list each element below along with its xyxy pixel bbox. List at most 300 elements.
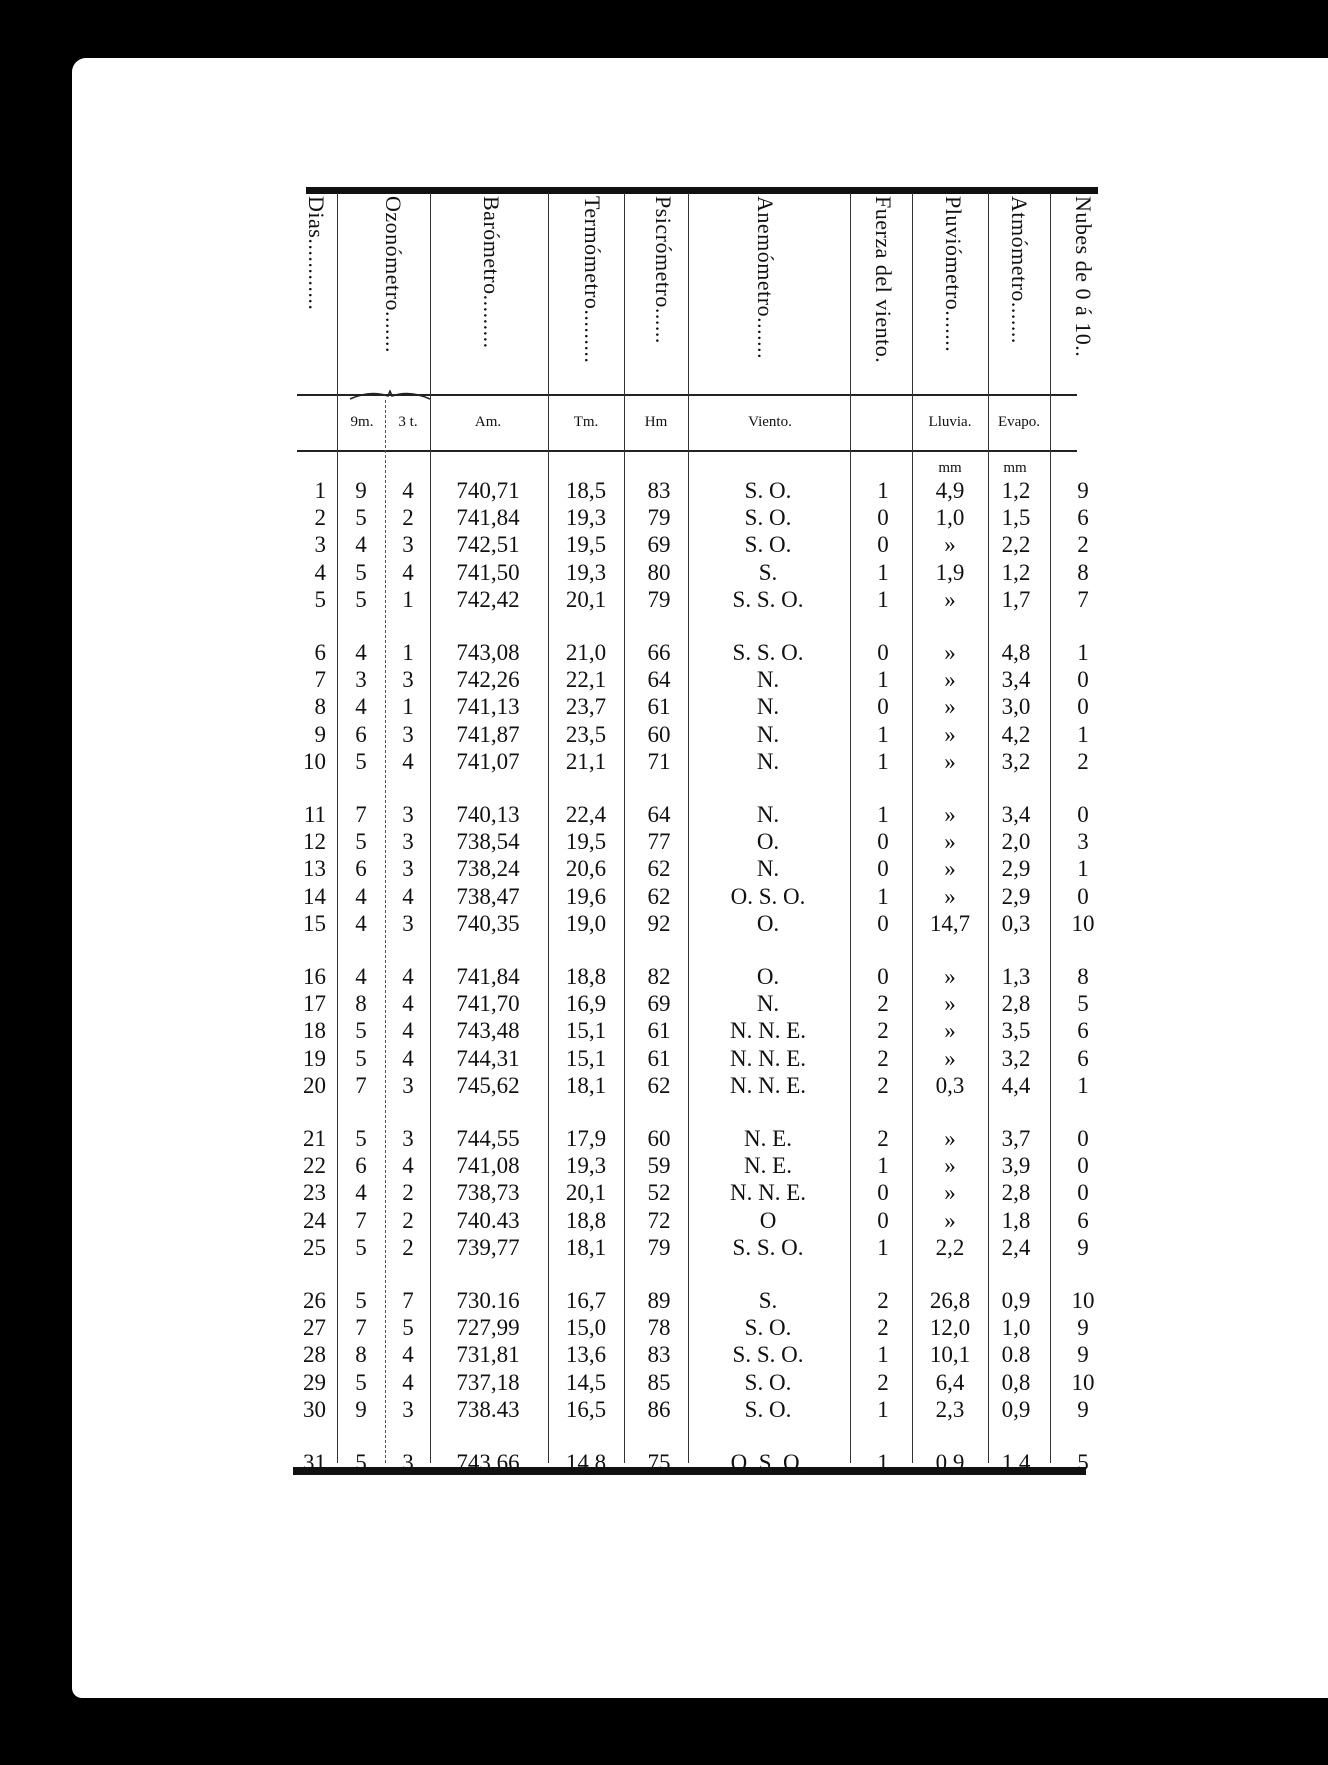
cell-nubes: 1: [1077, 721, 1089, 747]
cell-oz-3t: 3: [402, 667, 414, 693]
cell-psicrometro: 61: [647, 694, 671, 720]
cell-psicrometro: 77: [647, 829, 671, 855]
ozonometro-brace: [350, 390, 430, 400]
cell-termometro: 18,8: [565, 964, 607, 989]
cell-lluvia: »: [944, 586, 956, 612]
cell-barometro: 737,18: [456, 1369, 520, 1395]
cell-oz-9m: 9: [355, 478, 367, 503]
cell-nubes: 6: [1077, 1207, 1089, 1233]
cell-oz-9m: 8: [355, 1342, 367, 1368]
cell-nubes: 2: [1077, 532, 1089, 558]
cell-lluvia: »: [944, 667, 956, 693]
table-row: [0, 667, 1328, 694]
cell-nubes: 5: [1077, 1450, 1089, 1475]
cell-psicrometro: 61: [647, 1018, 671, 1044]
cell-dia: 18: [303, 1018, 326, 1044]
cell-barometro: 743,08: [456, 640, 520, 665]
cell-psicrometro: 83: [647, 1342, 671, 1368]
cell-psicrometro: 89: [647, 1288, 671, 1313]
subheader-psicro: Hm: [644, 414, 668, 430]
cell-viento: N. N. E.: [729, 1045, 807, 1071]
cell-oz-9m: 3: [355, 667, 367, 693]
table-row: [0, 505, 1328, 532]
cell-fuerza: 1: [877, 478, 889, 503]
cell-evapo: 2,2: [1001, 532, 1031, 558]
cell-oz-3t: 4: [402, 1045, 414, 1071]
cell-termometro: 20,1: [565, 1180, 607, 1206]
cell-dia: 30: [303, 1396, 326, 1422]
cell-viento: S. O.: [744, 478, 792, 503]
cell-barometro: 740,13: [456, 802, 520, 827]
cell-termometro: 19,3: [565, 559, 607, 585]
cell-psicrometro: 79: [647, 505, 671, 531]
cell-dia: 21: [303, 1126, 326, 1151]
cell-fuerza: 2: [877, 1369, 889, 1395]
cell-barometro: 738.43: [456, 1396, 520, 1422]
table-row: [0, 1153, 1328, 1180]
cell-viento: N. N. E.: [729, 1018, 807, 1044]
cell-oz-3t: 1: [402, 694, 414, 720]
cell-evapo: 0.8: [1001, 1342, 1031, 1368]
cell-termometro: 14,8: [565, 1450, 607, 1475]
cell-psicrometro: 72: [647, 1207, 671, 1233]
cell-termometro: 13,6: [565, 1342, 607, 1368]
cell-oz-9m: 4: [355, 883, 367, 909]
cell-fuerza: 1: [877, 883, 889, 909]
cell-oz-9m: 8: [355, 991, 367, 1017]
cell-oz-9m: 9: [355, 1396, 367, 1422]
cell-oz-3t: 4: [402, 559, 414, 585]
table-row: [0, 1208, 1328, 1235]
cell-lluvia: »: [944, 721, 956, 747]
table-row: [0, 532, 1328, 559]
table-row: [0, 587, 1328, 614]
cell-dia: 16: [303, 964, 326, 989]
cell-viento: S. O.: [744, 1396, 792, 1422]
cell-psicrometro: 62: [647, 1072, 671, 1098]
cell-fuerza: 0: [877, 829, 889, 855]
cell-barometro: 740.43: [456, 1207, 520, 1233]
cell-termometro: 20,6: [565, 856, 607, 882]
cell-barometro: 742,42: [456, 586, 520, 612]
cell-lluvia: 6,4: [935, 1369, 965, 1395]
cell-nubes: 5: [1077, 991, 1089, 1017]
cell-barometro: 741,84: [456, 505, 520, 531]
cell-oz-9m: 6: [355, 856, 367, 882]
cell-viento: N. N. E.: [729, 1180, 807, 1206]
cell-psicrometro: 80: [647, 559, 671, 585]
table-row: [0, 1450, 1328, 1477]
cell-lluvia: 26,8: [929, 1288, 971, 1313]
table-row: [0, 1073, 1328, 1100]
cell-nubes: 10: [1071, 1288, 1095, 1313]
subheader-baro: Am.: [474, 414, 502, 430]
cell-oz-3t: 4: [402, 964, 414, 989]
cell-nubes: 9: [1077, 1315, 1089, 1341]
cell-dia: 10: [303, 748, 326, 774]
cell-nubes: 6: [1077, 1045, 1089, 1071]
cell-lluvia: »: [944, 991, 956, 1017]
cell-barometro: 731,81: [456, 1342, 520, 1368]
cell-dia: 29: [303, 1369, 326, 1395]
cell-termometro: 22,1: [565, 667, 607, 693]
subheader-rule: [297, 450, 1077, 452]
cell-oz-9m: 4: [355, 964, 367, 989]
cell-oz-9m: 7: [355, 1315, 367, 1341]
cell-termometro: 18,8: [565, 1207, 607, 1233]
table-row: [0, 640, 1328, 667]
cell-oz-3t: 4: [402, 748, 414, 774]
cell-viento: N.: [756, 721, 780, 747]
cell-oz-3t: 2: [402, 1180, 414, 1206]
cell-fuerza: 1: [877, 802, 889, 827]
cell-viento: O: [759, 1207, 777, 1233]
cell-lluvia: »: [944, 1207, 956, 1233]
subheader-viento: Viento.: [748, 414, 792, 430]
cell-fuerza: 0: [877, 910, 889, 936]
cell-nubes: 9: [1077, 1234, 1089, 1260]
cell-oz-3t: 4: [402, 1369, 414, 1395]
cell-dia: 22: [303, 1153, 326, 1179]
cell-psicrometro: 61: [647, 1045, 671, 1071]
cell-evapo: 3,7: [1001, 1126, 1031, 1151]
cell-oz-3t: 7: [402, 1288, 414, 1313]
cell-dia: 8: [314, 694, 326, 720]
cell-oz-3t: 3: [402, 1396, 414, 1422]
cell-termometro: 16,7: [565, 1288, 607, 1313]
cell-oz-3t: 4: [402, 1018, 414, 1044]
cell-nubes: 7: [1077, 586, 1089, 612]
cell-psicrometro: 86: [647, 1396, 671, 1422]
cell-dia: 28: [303, 1342, 326, 1368]
cell-oz-3t: 2: [402, 1207, 414, 1233]
cell-lluvia: 1,0: [935, 505, 965, 531]
cell-fuerza: 1: [877, 1153, 889, 1179]
cell-dia: 27: [303, 1315, 326, 1341]
cell-fuerza: 1: [877, 721, 889, 747]
cell-oz-9m: 4: [355, 532, 367, 558]
cell-barometro: 742,51: [456, 532, 520, 558]
cell-dia: 1: [314, 478, 326, 503]
cell-evapo: 2,8: [1001, 1180, 1031, 1206]
cell-lluvia: »: [944, 1180, 956, 1206]
cell-evapo: 1,8: [1001, 1207, 1031, 1233]
cell-viento: O.: [756, 829, 780, 855]
table-row: [0, 1315, 1328, 1342]
cell-oz-9m: 5: [355, 586, 367, 612]
subheader-oz-3t: 3 t.: [398, 414, 418, 430]
cell-termometro: 21,0: [565, 640, 607, 665]
cell-nubes: 9: [1077, 1396, 1089, 1422]
cell-lluvia: »: [944, 802, 956, 827]
cell-oz-9m: 5: [355, 1126, 367, 1151]
cell-evapo: 2,0: [1001, 829, 1031, 855]
cell-nubes: 8: [1077, 964, 1089, 989]
cell-nubes: 2: [1077, 748, 1089, 774]
cell-fuerza: 1: [877, 748, 889, 774]
cell-dia: 24: [303, 1207, 326, 1233]
cell-oz-3t: 3: [402, 910, 414, 936]
cell-nubes: 9: [1077, 1342, 1089, 1368]
cell-psicrometro: 82: [647, 964, 671, 989]
cell-nubes: 0: [1077, 1180, 1089, 1206]
cell-viento: S.: [758, 1288, 778, 1313]
cell-dia: 13: [303, 856, 326, 882]
cell-fuerza: 1: [877, 1342, 889, 1368]
cell-nubes: 0: [1077, 1153, 1089, 1179]
cell-oz-9m: 7: [355, 802, 367, 827]
cell-oz-3t: 4: [402, 1153, 414, 1179]
cell-lluvia: 0,9: [935, 1450, 965, 1475]
cell-oz-3t: 4: [402, 883, 414, 909]
cell-evapo: 3,4: [1001, 802, 1031, 827]
cell-oz-9m: 5: [355, 505, 367, 531]
cell-termometro: 18,1: [565, 1072, 607, 1098]
cell-oz-3t: 1: [402, 586, 414, 612]
unit-evapo: mm: [1003, 460, 1027, 476]
cell-psicrometro: 52: [647, 1180, 671, 1206]
cell-psicrometro: 79: [647, 1234, 671, 1260]
cell-termometro: 21,1: [565, 748, 607, 774]
cell-oz-9m: 5: [355, 1018, 367, 1044]
cell-viento: N.: [756, 856, 780, 882]
cell-nubes: 0: [1077, 1126, 1089, 1151]
table-row: [0, 722, 1328, 749]
table-row: [0, 560, 1328, 587]
cell-fuerza: 2: [877, 1288, 889, 1313]
cell-fuerza: 0: [877, 640, 889, 665]
cell-oz-3t: 2: [402, 505, 414, 531]
header-pluviometro: Pluviómetro.......: [941, 196, 966, 353]
cell-evapo: 3,2: [1001, 748, 1031, 774]
cell-dia: 11: [303, 802, 326, 827]
cell-psicrometro: 71: [647, 748, 671, 774]
cell-evapo: 2,4: [1001, 1234, 1031, 1260]
cell-barometro: 745,62: [456, 1072, 520, 1098]
cell-oz-3t: 3: [402, 532, 414, 558]
cell-barometro: 741,70: [456, 991, 520, 1017]
cell-nubes: 1: [1077, 1072, 1089, 1098]
table-row: [0, 802, 1328, 829]
cell-dia: 17: [303, 991, 326, 1017]
cell-dia: 23: [303, 1180, 326, 1206]
cell-fuerza: 2: [877, 1072, 889, 1098]
cell-termometro: 15,1: [565, 1018, 607, 1044]
cell-dia: 12: [303, 829, 326, 855]
cell-lluvia: 0,3: [935, 1072, 965, 1098]
cell-dia: 4: [314, 559, 326, 585]
cell-termometro: 20,1: [565, 586, 607, 612]
table-row: [0, 1370, 1328, 1397]
cell-fuerza: 0: [877, 505, 889, 531]
cell-psicrometro: 60: [647, 1126, 671, 1151]
header-termometro: Termómetro.........: [580, 196, 605, 364]
cell-nubes: 3: [1077, 829, 1089, 855]
cell-lluvia: »: [944, 1126, 956, 1151]
cell-evapo: 0,3: [1001, 910, 1031, 936]
cell-nubes: 1: [1077, 640, 1089, 665]
cell-barometro: 738,47: [456, 883, 520, 909]
cell-evapo: 0,8: [1001, 1369, 1031, 1395]
cell-viento: S.: [758, 559, 778, 585]
top-rule: [306, 187, 1098, 194]
cell-evapo: 4,4: [1001, 1072, 1031, 1098]
cell-oz-9m: 6: [355, 1153, 367, 1179]
cell-barometro: 741,84: [456, 964, 520, 989]
cell-termometro: 19,3: [565, 1153, 607, 1179]
cell-nubes: 6: [1077, 505, 1089, 531]
cell-oz-9m: 5: [355, 1234, 367, 1260]
cell-lluvia: »: [944, 640, 956, 665]
cell-oz-3t: 3: [402, 802, 414, 827]
cell-lluvia: 2,2: [935, 1234, 965, 1260]
cell-viento: O.: [756, 964, 780, 989]
cell-lluvia: 4,9: [935, 478, 965, 503]
cell-oz-3t: 4: [402, 991, 414, 1017]
cell-evapo: 1,4: [1001, 1450, 1031, 1475]
header-anemometro: Anemómetro.......: [753, 196, 778, 360]
table-row: [0, 1288, 1328, 1315]
cell-psicrometro: 69: [647, 991, 671, 1017]
cell-oz-9m: 5: [355, 559, 367, 585]
cell-fuerza: 2: [877, 1018, 889, 1044]
cell-viento: S. S. O.: [732, 586, 804, 612]
table-row: [0, 884, 1328, 911]
subheader-evapo: Evapo.: [997, 414, 1041, 430]
cell-lluvia: 12,0: [929, 1315, 971, 1341]
cell-fuerza: 1: [877, 586, 889, 612]
table-row: [0, 991, 1328, 1018]
header-ozonometro: Ozonómetro.......: [381, 196, 406, 353]
table-row: [0, 856, 1328, 883]
cell-evapo: 3,5: [1001, 1018, 1031, 1044]
cell-termometro: 19,6: [565, 883, 607, 909]
cell-oz-9m: 5: [355, 1288, 367, 1313]
subheader-oz-9m: 9m.: [350, 414, 374, 430]
cell-evapo: 3,2: [1001, 1045, 1031, 1071]
cell-viento: N.: [756, 802, 780, 827]
cell-evapo: 1,5: [1001, 505, 1031, 531]
cell-psicrometro: 62: [647, 856, 671, 882]
cell-oz-9m: 4: [355, 694, 367, 720]
cell-lluvia: »: [944, 1153, 956, 1179]
cell-psicrometro: 92: [647, 910, 671, 936]
table-row: [0, 1018, 1328, 1045]
cell-dia: 5: [314, 586, 326, 612]
cell-lluvia: 2,3: [935, 1396, 965, 1422]
cell-termometro: 17,9: [565, 1126, 607, 1151]
cell-termometro: 15,0: [565, 1315, 607, 1341]
cell-barometro: 739,77: [456, 1234, 520, 1260]
cell-evapo: 3,9: [1001, 1153, 1031, 1179]
cell-psicrometro: 64: [647, 667, 671, 693]
cell-dia: 15: [303, 910, 326, 936]
cell-viento: S. S. O.: [732, 1342, 804, 1368]
cell-termometro: 18,1: [565, 1234, 607, 1260]
cell-psicrometro: 85: [647, 1369, 671, 1395]
cell-termometro: 19,5: [565, 829, 607, 855]
cell-barometro: 740,35: [456, 910, 520, 936]
header-fuerza: Fuerza del viento.: [871, 196, 896, 364]
subheader-termo: Tm.: [573, 414, 599, 430]
cell-evapo: 2,9: [1001, 883, 1031, 909]
cell-oz-9m: 4: [355, 910, 367, 936]
cell-fuerza: 1: [877, 1450, 889, 1475]
cell-nubes: 1: [1077, 856, 1089, 882]
table-row: [0, 1180, 1328, 1207]
cell-barometro: 738,54: [456, 829, 520, 855]
cell-viento: N. N. E.: [729, 1072, 807, 1098]
cell-nubes: 6: [1077, 1018, 1089, 1044]
cell-termometro: 23,7: [565, 694, 607, 720]
cell-evapo: 4,8: [1001, 640, 1031, 665]
cell-evapo: 1,0: [1001, 1315, 1031, 1341]
cell-barometro: 744,31: [456, 1045, 520, 1071]
cell-oz-9m: 5: [355, 829, 367, 855]
cell-dia: 19: [303, 1045, 326, 1071]
cell-oz-3t: 3: [402, 829, 414, 855]
table-row: [0, 1046, 1328, 1073]
cell-evapo: 3,0: [1001, 694, 1031, 720]
cell-evapo: 1,3: [1001, 964, 1031, 989]
table-row: [0, 964, 1328, 991]
table-row: [0, 1397, 1328, 1424]
cell-psicrometro: 60: [647, 721, 671, 747]
cell-oz-3t: 3: [402, 1126, 414, 1151]
cell-viento: O. S. O.: [730, 1450, 806, 1475]
cell-fuerza: 1: [877, 1234, 889, 1260]
cell-oz-9m: 4: [355, 640, 367, 665]
cell-evapo: 1,7: [1001, 586, 1031, 612]
cell-evapo: 2,9: [1001, 856, 1031, 882]
cell-psicrometro: 59: [647, 1153, 671, 1179]
cell-barometro: 741,13: [456, 694, 520, 720]
cell-oz-9m: 4: [355, 1180, 367, 1206]
cell-termometro: 23,5: [565, 721, 607, 747]
cell-nubes: 0: [1077, 694, 1089, 720]
cell-viento: O.: [756, 910, 780, 936]
cell-fuerza: 2: [877, 991, 889, 1017]
cell-fuerza: 1: [877, 1396, 889, 1422]
cell-dia: 7: [314, 667, 326, 693]
cell-fuerza: 0: [877, 964, 889, 989]
header-nubes: Nubes de 0 á 10..: [1071, 196, 1096, 358]
cell-fuerza: 2: [877, 1126, 889, 1151]
cell-psicrometro: 64: [647, 802, 671, 827]
cell-nubes: 8: [1077, 559, 1089, 585]
cell-fuerza: 2: [877, 1315, 889, 1341]
cell-barometro: 730.16: [456, 1288, 520, 1313]
cell-termometro: 16,5: [565, 1396, 607, 1422]
cell-fuerza: 1: [877, 667, 889, 693]
table-row: [0, 478, 1328, 505]
table-row: [0, 1126, 1328, 1153]
cell-barometro: 738,73: [456, 1180, 520, 1206]
cell-dia: 2: [314, 505, 326, 531]
cell-barometro: 742,26: [456, 667, 520, 693]
cell-barometro: 741,50: [456, 559, 520, 585]
cell-termometro: 18,5: [565, 478, 607, 503]
subheader-lluvia: Lluvia.: [928, 414, 972, 430]
cell-psicrometro: 62: [647, 883, 671, 909]
cell-barometro: 744,55: [456, 1126, 520, 1151]
header-atmometro: Atmómetro.......: [1007, 196, 1032, 344]
cell-termometro: 14,5: [565, 1369, 607, 1395]
cell-psicrometro: 75: [647, 1450, 671, 1475]
cell-viento: N.: [756, 667, 780, 693]
cell-nubes: 0: [1077, 802, 1089, 827]
cell-fuerza: 0: [877, 694, 889, 720]
